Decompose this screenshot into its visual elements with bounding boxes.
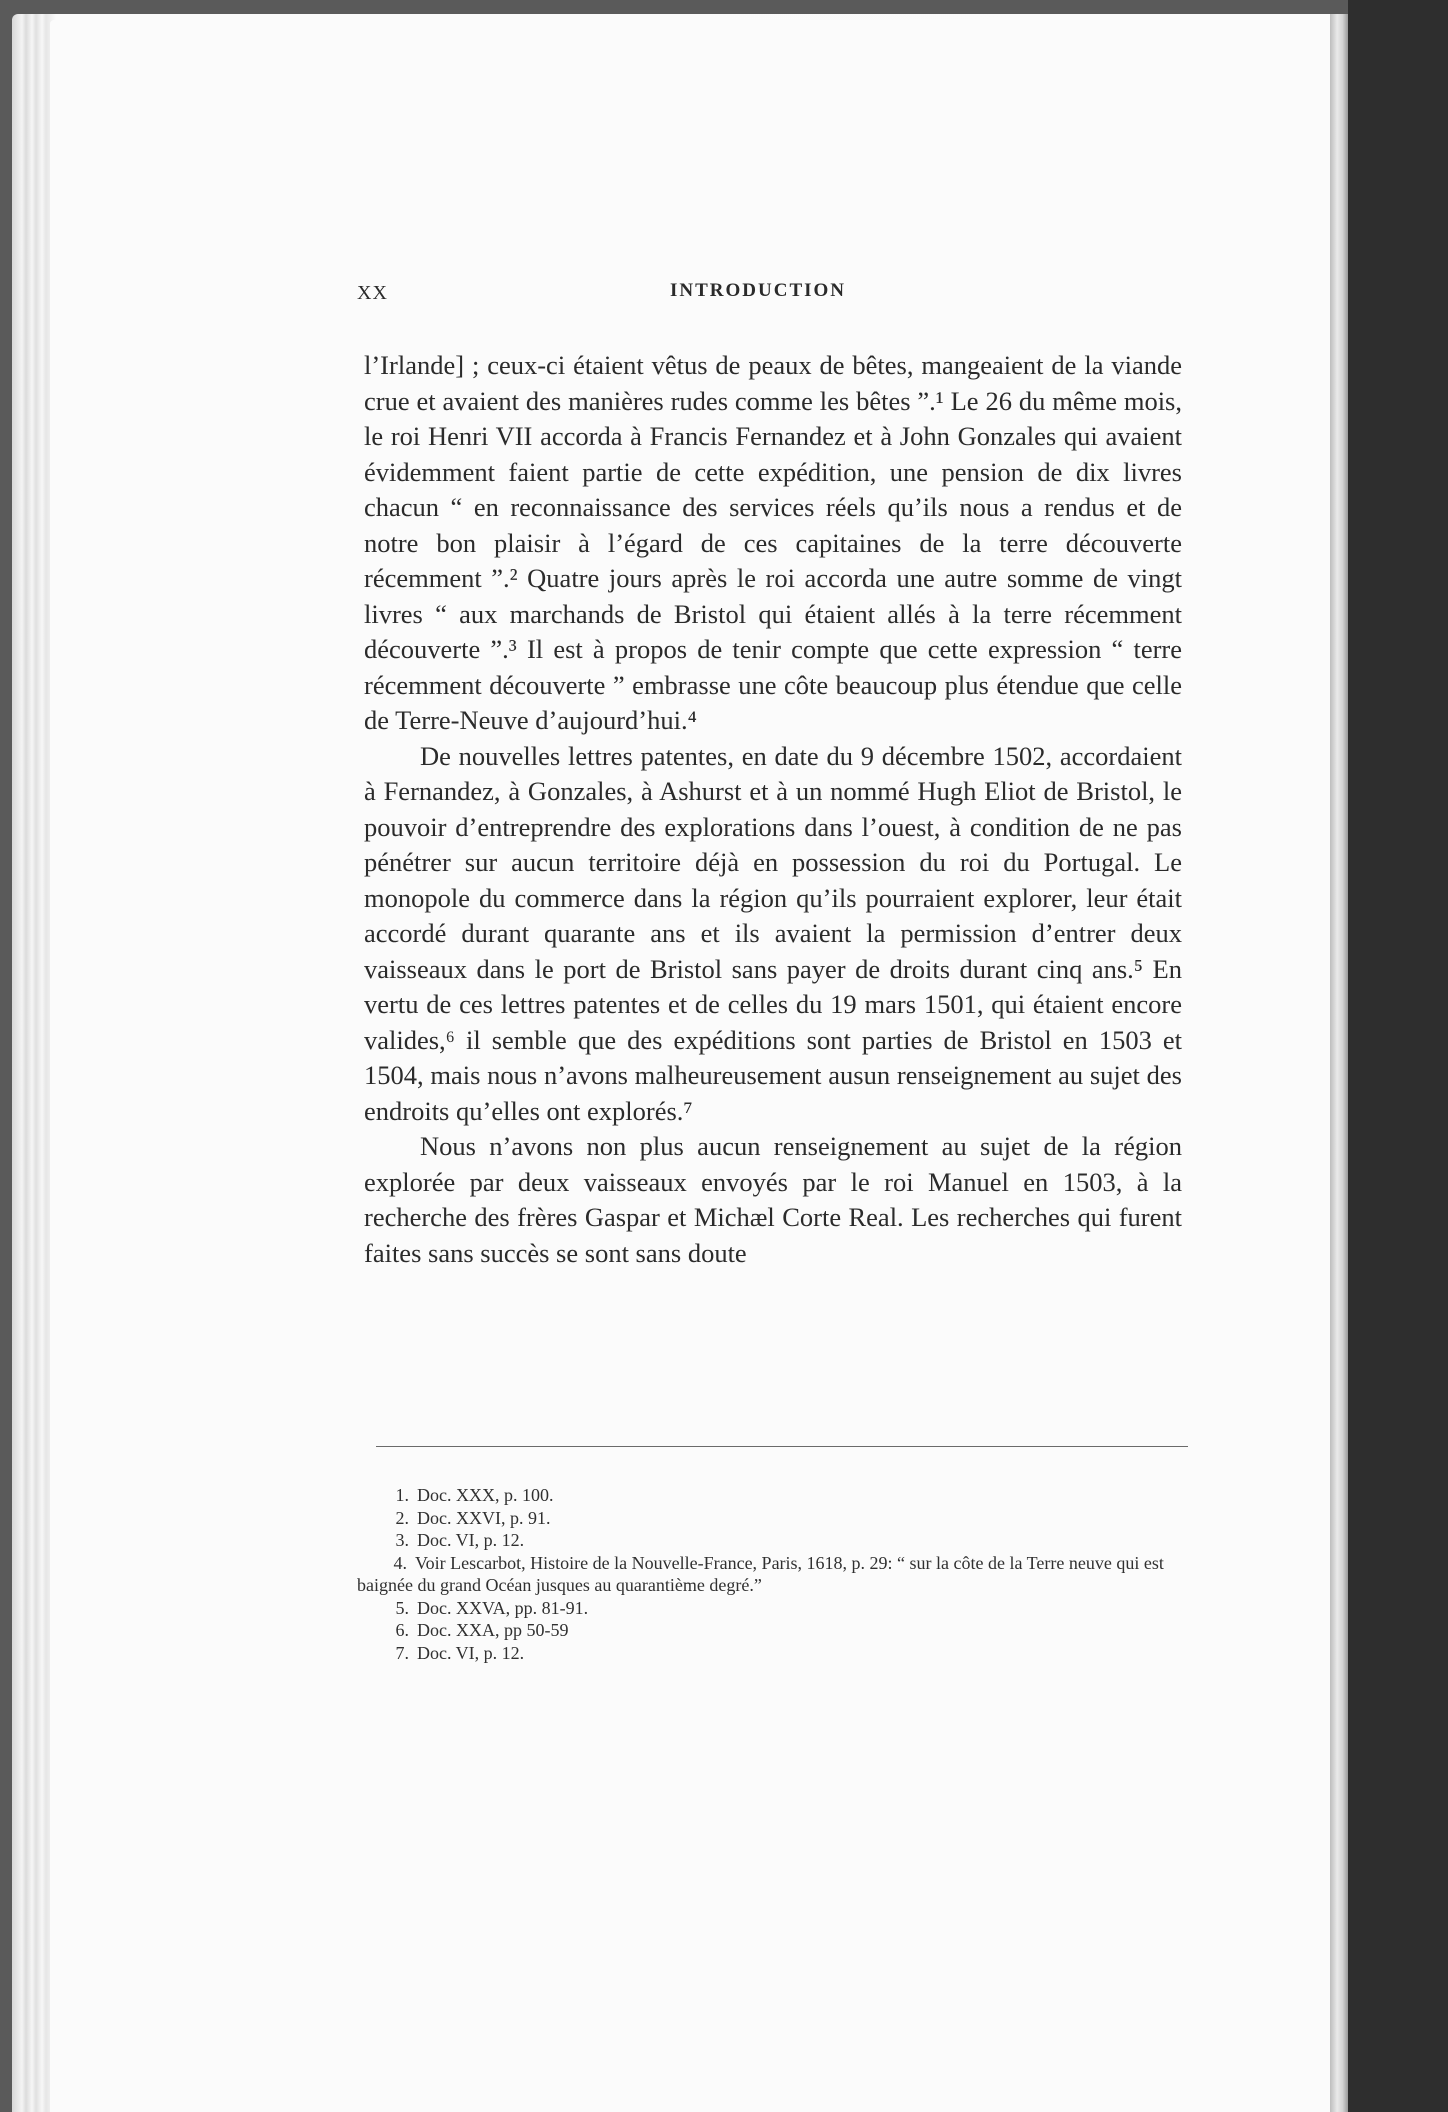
footnote-text: Doc. XXVI, p. 91. (417, 1507, 551, 1528)
footnote-number: 4. (393, 1552, 407, 1573)
footnote-text: Doc. VI, p. 12. (417, 1642, 525, 1663)
paragraph: Nous n’avons non plus aucun renseignement au sujet de la région explorée par deux vaisseaux envoyés par le roi Manuel en 1503, à la recherche des frères Gaspar et Michæl Corte Real. Les recherches qui furent faites sans succès se sont sans doute (364, 1131, 1182, 1268)
footnote-number: 6. (395, 1620, 409, 1640)
page-gutter-edge (1330, 14, 1348, 2112)
footnote-number: 5. (395, 1597, 409, 1618)
footnote (357, 1529, 1197, 1552)
footnote-rule (376, 1446, 1188, 1447)
page-header (357, 282, 1177, 312)
body-text (364, 348, 1182, 1271)
footnote-text: Doc. XXVA, pp. 81-91. (417, 1597, 589, 1618)
footnote-number: 3. (395, 1530, 409, 1550)
footnote-number: 7. (395, 1642, 409, 1663)
paragraph: De nouvelles lettres patentes, en date du 9 décembre 1502, accordaient à Fernandez, à Gonzales, à Ashurst et à un nommé Hugh Eliot de Bristol, le pouvoir d’entreprendre des explorations dans l’ouest, à condition de ne pas pénétrer sur aucun territoire déjà en possession du roi du Portugal. Le monopole du commerce dans la région qu’ils pourraient explorer, leur était accordé durant quarante ans et ils avaient la permission d’entrer deux vaisseaux dans le port de Bristol sans payer de droits durant cinq ans.⁵ En vertu de ces lettres patentes et de celles du 19 mars 1501, qui étaient encore valides,⁶ il semble que des expéditions sont parties de Bristol en 1503 et 1504, mais nous n’avons malheureusement ausun renseignement au sujet des endroits qu’elles ont explorés.⁷ (364, 740, 1182, 1126)
running-head: INTRODUCTION (670, 280, 847, 301)
footnote (357, 1552, 1197, 1597)
footnote-number: 2. (395, 1507, 409, 1528)
footnotes (357, 1484, 1197, 1664)
footnote (357, 1642, 1197, 1665)
page-number: XX (357, 282, 388, 304)
footnote (357, 1484, 1197, 1507)
footnote-text: Doc. VI, p. 12. (417, 1530, 525, 1550)
footnote (357, 1619, 1197, 1642)
footnote-text: Voir Lescarbot, Histoire de la Nouvelle-France, Paris, 1618, p. 29: “ sur la côte de la Terre neuve qui est baignée du grand Océan jusques au quarantième degré.” (357, 1552, 1164, 1595)
footnote-text: Doc. XXA, pp 50-59 (417, 1620, 569, 1640)
footnote-number: 1. (395, 1485, 409, 1505)
footnote (357, 1597, 1197, 1620)
scanner-margin-right (1348, 0, 1448, 2112)
footnote-text: Doc. XXX, p. 100. (417, 1485, 554, 1505)
footnote (357, 1507, 1197, 1530)
paragraph: l’Irlande] ; ceux-ci étaient vêtus de peaux de bêtes, mangeaient de la viande crue et avaient des manières rudes comme les bêtes ”.¹ Le 26 du même mois, le roi Henri VII accorda à Francis Fernandez et à John Gonzales qui avaient évidemment faient partie de cette expédition, une pension de dix livres chacun “ en reconnaissance des services réels qu’ils nous a rendus et de notre bon plaisir à l’égard de ces capitaines de la terre découverte récemment ”.² Quatre jours après le roi accorda une autre somme de vingt livres “ aux marchands de Bristol qui étaient allés à la terre récemment découverte ”.³ Il est à propos de tenir compte que cette expression “ terre récemment découverte ” embrasse une côte beaucoup plus étendue que celle de Terre-Neuve d’aujourd’hui.⁴ (364, 350, 1182, 735)
